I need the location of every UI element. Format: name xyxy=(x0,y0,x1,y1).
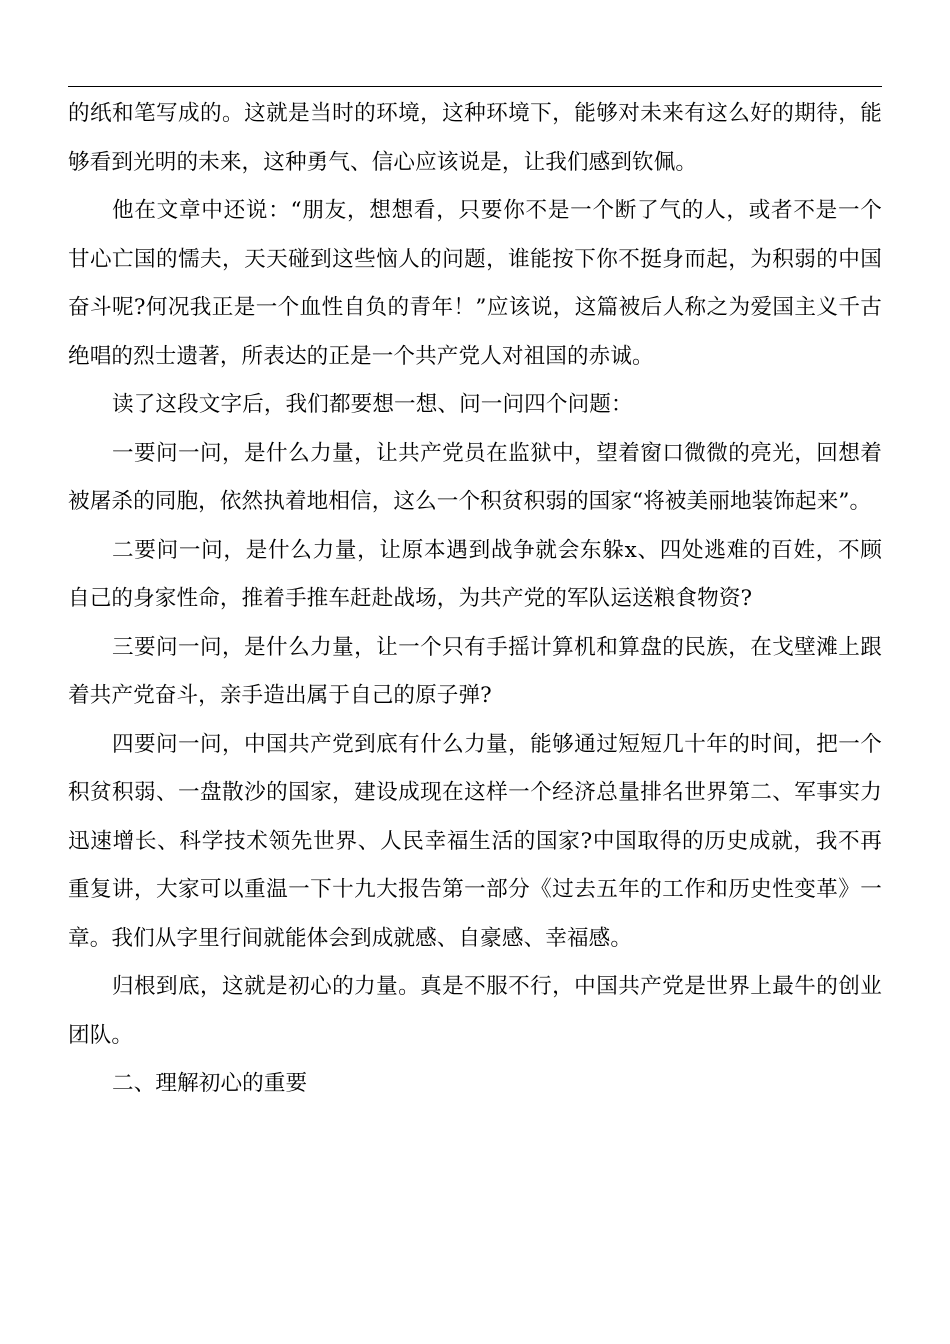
header-rule xyxy=(68,86,882,87)
paragraph-four-questions-intro: 读了这段文字后，我们都要想一想、问一问四个问题： xyxy=(112,392,633,417)
paragraph-conclusion: 归根到底，这就是初心的力量。真是不服不行，中国共产党是世界上最牛的创业团队。 xyxy=(68,974,882,1048)
section-heading: 二、理解初心的重要 xyxy=(112,1071,308,1096)
paragraph-question-four: 四要问一问，中国共产党到底有什么力量，能够通过短短几十年的时间，把一个积贫积弱、一盘散沙的国家，建设成现在这样一个经济总量排名世界第二、军事实力迅速增长、科学技术领先世界、人民幸福生活的国家?中国取得的历史成就，我不再重复讲，大家可以重温一下十九大报告第一部分《过去五年的工作和历史性变革》一章。我们从字里行间就能体会到成就感、自豪感、幸福感。 xyxy=(68,731,882,951)
paragraph-question-one: 一要问一问，是什么力量，让共产党员在监狱中，望着窗口微微的亮光，回想着被屠杀的同胞，依然执着地相信，这么一个积贫积弱的国家“将被美丽地装饰起来”。 xyxy=(68,440,882,514)
paragraph-continuation: 的纸和笔写成的。这就是当时的环境，这种环境下，能够对未来有这么好的期待，能够看到光明的未来，这种勇气、信心应该说是，让我们感到钦佩。 xyxy=(68,101,882,175)
paragraph-quote: 他在文章中还说：“朋友，想想看，只要你不是一个断了气的人，或者不是一个甘心亡国的懦夫，天天碰到这些恼人的问题，谁能按下你不挺身而起，为积弱的中国奋斗呢?何况我正是一个血性自负的青年！”应该说，这篇被后人称之为爱国主义千古绝唱的烈士遗著，所表达的正是一个共产党人对祖国的赤诚。 xyxy=(68,198,882,369)
paragraph-question-three: 三要问一问，是什么力量，让一个只有手摇计算机和算盘的民族，在戈壁滩上跟着共产党奋斗，亲手造出属于自己的原子弹? xyxy=(68,634,882,708)
paragraph-question-two: 二要问一问，是什么力量，让原本遇到战争就会东躲x、四处逃难的百姓，不顾自己的身家性命，推着手推车赶赴战场，为共产党的军队运送粮食物资? xyxy=(68,537,882,611)
document-body xyxy=(68,90,882,1109)
